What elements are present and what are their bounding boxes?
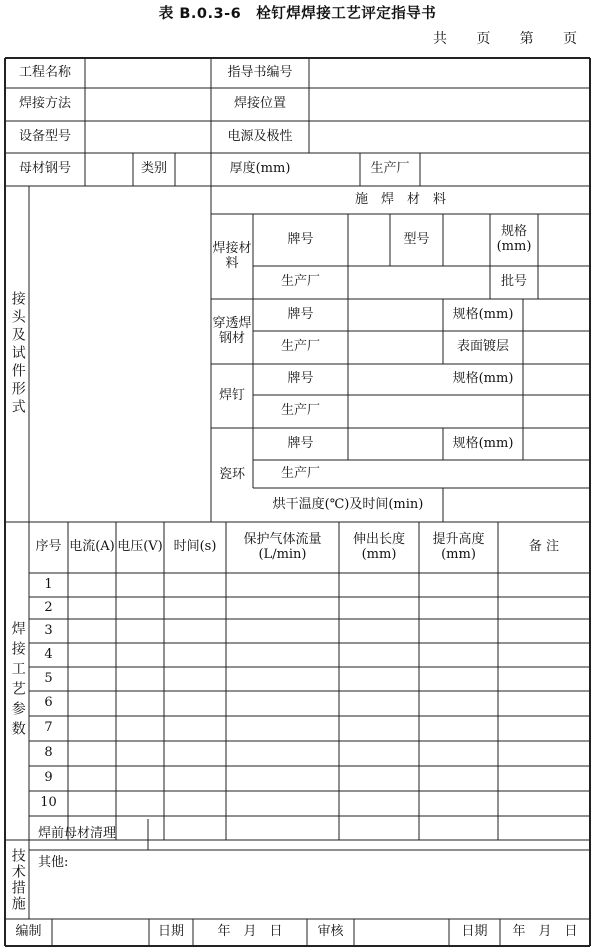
label-materials-heading: 施 焊 材 料 xyxy=(354,191,446,207)
label-manufacturer-stud: 生产厂 xyxy=(280,403,320,419)
label-ferrule: 瓷环 xyxy=(218,466,245,482)
label-spec-stud: 规格(mm) xyxy=(452,371,514,387)
label-spec-weld: 规格(mm) xyxy=(496,224,532,254)
label-date-2: 日期 xyxy=(461,924,488,940)
params-col-header: 提升高度(mm) xyxy=(432,531,485,562)
page-current-label: 第 xyxy=(519,31,534,47)
label-weld-position: 焊接位置 xyxy=(233,96,286,112)
params-col-header: 保护气体流量(L/min) xyxy=(243,531,322,562)
label-brand-ferrule: 牌号 xyxy=(287,435,314,451)
label-manufacturer-steel: 生产厂 xyxy=(280,339,320,355)
label-equipment-model: 设备型号 xyxy=(18,128,71,144)
label-date-fmt-2: 年 月 日 xyxy=(512,924,578,940)
document-title: 表 B.0.3-6 栓钉焊焊接工艺评定指导书 xyxy=(158,6,437,22)
label-model: 型号 xyxy=(403,231,430,247)
params-col-header: 伸出长度(mm) xyxy=(352,531,405,562)
label-weld-params: 焊接工艺参数 xyxy=(9,621,26,741)
label-guide-no: 指导书编号 xyxy=(227,64,293,80)
label-weld-method: 焊接方法 xyxy=(18,96,71,112)
params-row-number: 7 xyxy=(44,720,53,736)
label-manufacturer-ferrule: 生产厂 xyxy=(280,465,320,481)
label-stud: 焊钉 xyxy=(218,387,245,403)
page-unit-label-2: 页 xyxy=(562,31,577,47)
label-compiled: 编制 xyxy=(15,924,42,940)
label-drying: 烘干温度(℃)及时间(min) xyxy=(272,496,424,512)
params-col-header: 备 注 xyxy=(528,539,560,555)
label-batch: 批号 xyxy=(500,274,527,290)
params-col-header: 电流(A) xyxy=(69,539,115,555)
params-col-header: 时间(s) xyxy=(173,539,217,555)
label-brand-weld: 牌号 xyxy=(287,231,314,247)
label-manufacturer-weld: 生产厂 xyxy=(280,274,320,290)
params-row-number: 2 xyxy=(44,599,53,615)
label-others: 其他: xyxy=(38,855,69,870)
page-unit-label: 页 xyxy=(476,31,491,47)
page-total-label: 共 xyxy=(433,31,447,47)
label-brand-steel: 牌号 xyxy=(287,306,314,322)
label-manufacturer: 生产厂 xyxy=(370,161,410,177)
label-spec-ferrule: 规格(mm) xyxy=(452,435,514,451)
params-row-number: 5 xyxy=(44,670,53,686)
label-project-name: 工程名称 xyxy=(18,64,71,80)
label-pre-clean: 焊前母材清理 xyxy=(38,826,117,842)
params-col-header: 电压(V) xyxy=(117,539,163,555)
label-category: 类别 xyxy=(140,161,167,177)
label-weld-material: 焊接材料 xyxy=(212,240,252,271)
label-penetration-steel: 穿透焊钢材 xyxy=(212,315,252,346)
params-row-number: 1 xyxy=(44,576,53,592)
params-row-number: 4 xyxy=(44,646,53,662)
label-tech-measures: 技术措施 xyxy=(9,847,26,912)
label-thickness: 厚度(mm) xyxy=(229,161,291,177)
params-row-number: 3 xyxy=(44,622,53,638)
params-row-number: 8 xyxy=(44,745,53,761)
label-date-fmt: 年 月 日 xyxy=(217,924,283,940)
label-power-polarity: 电源及极性 xyxy=(227,128,293,144)
label-joint-form: 接头及试件形式 xyxy=(9,291,26,417)
label-spec-steel: 规格(mm) xyxy=(452,306,514,322)
params-col-header: 序号 xyxy=(35,539,62,555)
label-base-steel-no: 母材钢号 xyxy=(18,161,71,177)
label-date: 日期 xyxy=(157,924,184,940)
label-surface-coating: 表面镀层 xyxy=(456,339,509,355)
params-row-number: 9 xyxy=(44,770,53,786)
label-review: 审核 xyxy=(317,924,344,940)
params-row-number: 6 xyxy=(44,695,53,711)
params-row-number: 10 xyxy=(40,795,57,811)
label-brand-stud: 牌号 xyxy=(287,371,314,387)
